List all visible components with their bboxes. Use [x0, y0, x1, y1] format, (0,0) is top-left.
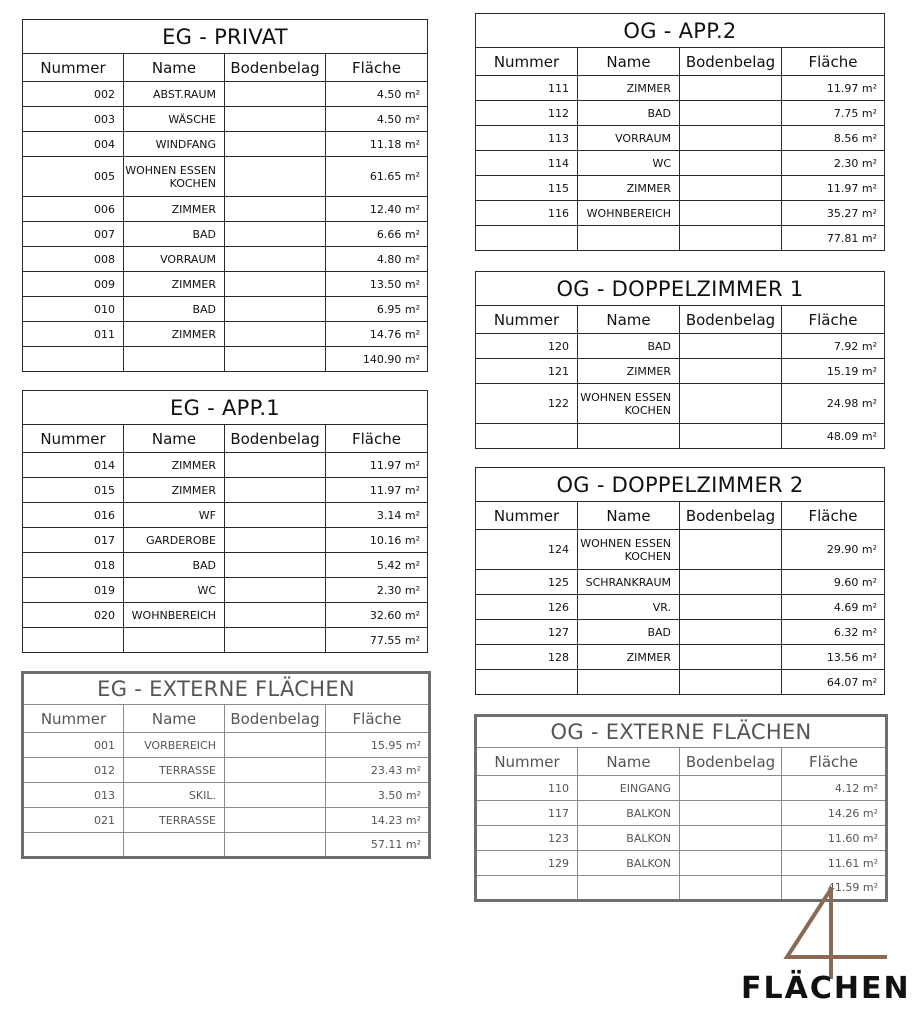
cell-nummer: 010	[23, 297, 124, 322]
table-row	[23, 758, 430, 783]
cell-nummer: 015	[23, 478, 124, 503]
cell-name: GARDEROBE	[124, 528, 225, 553]
cell-name: ZIMMER	[124, 478, 225, 503]
table-row	[476, 801, 887, 826]
table-og-doppelzimmer-1	[475, 271, 885, 449]
total-flaeche: 41.59 m²	[782, 876, 887, 901]
table-title: OG - DOPPELZIMMER 1	[476, 272, 885, 306]
cell-nummer: 007	[23, 222, 124, 247]
empty-cell	[476, 424, 578, 449]
cell-name: ZIMMER	[578, 176, 680, 201]
table-row	[476, 776, 887, 801]
table-row	[23, 783, 430, 808]
cell-bodenbelag	[680, 359, 782, 384]
column-header-bodenbelag: Bodenbelag	[225, 705, 326, 733]
cell-nummer: 009	[23, 272, 124, 297]
table-title: EG - APP.1	[23, 391, 428, 425]
table-eg-app1	[22, 390, 428, 653]
table-row	[476, 620, 885, 645]
column-header-name: Name	[124, 54, 225, 82]
table-og-app2	[475, 13, 885, 251]
total-flaeche: 77.81 m²	[782, 226, 885, 251]
table-title: OG - DOPPELZIMMER 2	[476, 468, 885, 502]
cell-nummer: 014	[23, 453, 124, 478]
cell-nummer: 001	[23, 733, 124, 758]
cell-flaeche: 11.97 m²	[326, 478, 428, 503]
cell-nummer: 124	[476, 530, 578, 570]
cell-bodenbelag	[680, 101, 782, 126]
cell-name: BALKON	[578, 826, 680, 851]
cell-flaeche: 14.26 m²	[782, 801, 887, 826]
table-row	[476, 826, 887, 851]
table-row	[476, 645, 885, 670]
empty-cell	[23, 347, 124, 372]
cell-flaeche: 8.56 m²	[782, 126, 885, 151]
table-row	[476, 384, 885, 424]
column-header-flaeche: Fläche	[326, 705, 430, 733]
cell-flaeche: 11.18 m²	[326, 132, 428, 157]
cell-name: ZIMMER	[124, 322, 225, 347]
cell-name: EINGANG	[578, 776, 680, 801]
cell-nummer: 018	[23, 553, 124, 578]
cell-bodenbelag	[225, 132, 326, 157]
cell-name: WOHNEN ESSEN KOCHEN	[578, 384, 680, 424]
cell-bodenbelag	[680, 530, 782, 570]
cell-bodenbelag	[225, 808, 326, 833]
empty-cell	[124, 347, 225, 372]
empty-cell	[225, 833, 326, 858]
cell-nummer: 112	[476, 101, 578, 126]
empty-cell	[225, 628, 326, 653]
cell-flaeche: 11.97 m²	[782, 176, 885, 201]
cell-bodenbelag	[680, 851, 782, 876]
table-row	[476, 101, 885, 126]
cell-bodenbelag	[225, 107, 326, 132]
empty-cell	[124, 833, 225, 858]
table-row	[476, 76, 885, 101]
cell-nummer: 013	[23, 783, 124, 808]
cell-name: WOHNEN ESSEN KOCHEN	[124, 157, 225, 197]
cell-name: BAD	[124, 553, 225, 578]
cell-nummer: 114	[476, 151, 578, 176]
cell-nummer: 110	[476, 776, 578, 801]
cell-flaeche: 11.97 m²	[782, 76, 885, 101]
cell-bodenbelag	[680, 801, 782, 826]
table-row	[476, 151, 885, 176]
cell-bodenbelag	[680, 620, 782, 645]
cell-name: WINDFANG	[124, 132, 225, 157]
cell-nummer: 122	[476, 384, 578, 424]
cell-nummer: 005	[23, 157, 124, 197]
cell-flaeche: 11.97 m²	[326, 453, 428, 478]
table-row	[23, 503, 428, 528]
table-title: EG - PRIVAT	[23, 20, 428, 54]
cell-name: ZIMMER	[124, 197, 225, 222]
column-header-nummer: Nummer	[476, 306, 578, 334]
table-row	[23, 578, 428, 603]
cell-nummer: 011	[23, 322, 124, 347]
cell-flaeche: 4.69 m²	[782, 595, 885, 620]
empty-cell	[124, 628, 225, 653]
cell-flaeche: 4.50 m²	[326, 107, 428, 132]
cell-name: BAD	[578, 101, 680, 126]
empty-cell	[23, 628, 124, 653]
cell-name: WÄSCHE	[124, 107, 225, 132]
cell-bodenbelag	[225, 322, 326, 347]
table-eg-externe-flaechen	[21, 671, 431, 859]
table-row	[23, 197, 428, 222]
cell-nummer: 127	[476, 620, 578, 645]
cell-flaeche: 14.23 m²	[326, 808, 430, 833]
empty-cell	[476, 876, 578, 901]
table-row	[23, 107, 428, 132]
cell-flaeche: 4.12 m²	[782, 776, 887, 801]
column-header-nummer: Nummer	[23, 425, 124, 453]
cell-flaeche: 11.60 m²	[782, 826, 887, 851]
logo-text: FLÄCHEN	[741, 971, 911, 1006]
cell-bodenbelag	[225, 553, 326, 578]
cell-bodenbelag	[225, 297, 326, 322]
table-row	[23, 453, 428, 478]
cell-bodenbelag	[225, 603, 326, 628]
total-row	[476, 424, 885, 449]
column-header-flaeche: Fläche	[782, 748, 887, 776]
cell-name: SKIL.	[124, 783, 225, 808]
cell-name: VORBEREICH	[124, 733, 225, 758]
column-header-name: Name	[578, 502, 680, 530]
table-row	[23, 272, 428, 297]
cell-flaeche: 7.75 m²	[782, 101, 885, 126]
table-title: OG - APP.2	[476, 14, 885, 48]
cell-name: VORRAUM	[124, 247, 225, 272]
four-mark-icon	[735, 885, 910, 985]
empty-cell	[476, 670, 578, 695]
cell-flaeche: 24.98 m²	[782, 384, 885, 424]
cell-name: WF	[124, 503, 225, 528]
total-flaeche: 140.90 m²	[326, 347, 428, 372]
cell-nummer: 002	[23, 82, 124, 107]
column-header-name: Name	[124, 705, 225, 733]
cell-nummer: 116	[476, 201, 578, 226]
cell-flaeche: 15.19 m²	[782, 359, 885, 384]
cell-nummer: 020	[23, 603, 124, 628]
cell-name: BAD	[578, 334, 680, 359]
cell-bodenbelag	[225, 758, 326, 783]
cell-flaeche: 13.50 m²	[326, 272, 428, 297]
cell-name: BALKON	[578, 801, 680, 826]
empty-cell	[225, 347, 326, 372]
cell-nummer: 126	[476, 595, 578, 620]
cell-flaeche: 6.66 m²	[326, 222, 428, 247]
column-header-nummer: Nummer	[23, 54, 124, 82]
table-row	[476, 176, 885, 201]
cell-flaeche: 29.90 m²	[782, 530, 885, 570]
cell-nummer: 113	[476, 126, 578, 151]
table-row	[23, 808, 430, 833]
cell-name: ZIMMER	[578, 645, 680, 670]
table-og-doppelzimmer-2	[475, 467, 885, 695]
cell-bodenbelag	[225, 82, 326, 107]
brand-logo	[735, 885, 910, 1010]
cell-flaeche: 3.14 m²	[326, 503, 428, 528]
cell-nummer: 021	[23, 808, 124, 833]
cell-flaeche: 2.30 m²	[326, 578, 428, 603]
total-flaeche: 57.11 m²	[326, 833, 430, 858]
table-row	[476, 570, 885, 595]
table-row	[23, 297, 428, 322]
table-row	[476, 595, 885, 620]
cell-flaeche: 14.76 m²	[326, 322, 428, 347]
total-row	[476, 670, 885, 695]
cell-flaeche: 2.30 m²	[782, 151, 885, 176]
cell-name: WC	[124, 578, 225, 603]
cell-bodenbelag	[225, 272, 326, 297]
total-row	[23, 628, 428, 653]
empty-cell	[578, 226, 680, 251]
column-header-bodenbelag: Bodenbelag	[680, 48, 782, 76]
cell-name: VR.	[578, 595, 680, 620]
cell-flaeche: 4.50 m²	[326, 82, 428, 107]
cell-flaeche: 9.60 m²	[782, 570, 885, 595]
cell-bodenbelag	[225, 503, 326, 528]
table-row	[23, 247, 428, 272]
column-header-flaeche: Fläche	[782, 48, 885, 76]
cell-bodenbelag	[225, 157, 326, 197]
table-row	[476, 851, 887, 876]
cell-bodenbelag	[680, 570, 782, 595]
cell-name: SCHRANKRAUM	[578, 570, 680, 595]
cell-name: ABST.RAUM	[124, 82, 225, 107]
total-flaeche: 64.07 m²	[782, 670, 885, 695]
cell-bodenbelag	[680, 645, 782, 670]
column-header-flaeche: Fläche	[326, 54, 428, 82]
cell-name: TERRASSE	[124, 808, 225, 833]
cell-flaeche: 35.27 m²	[782, 201, 885, 226]
cell-bodenbelag	[225, 578, 326, 603]
empty-cell	[578, 424, 680, 449]
table-row	[23, 157, 428, 197]
cell-flaeche: 61.65 m²	[326, 157, 428, 197]
column-header-nummer: Nummer	[23, 705, 124, 733]
table-eg-privat	[22, 19, 428, 372]
cell-bodenbelag	[680, 176, 782, 201]
table-row	[23, 132, 428, 157]
table-row	[23, 733, 430, 758]
cell-bodenbelag	[680, 776, 782, 801]
cell-nummer: 003	[23, 107, 124, 132]
cell-name: ZIMMER	[578, 359, 680, 384]
total-row	[23, 833, 430, 858]
cell-bodenbelag	[225, 528, 326, 553]
cell-name: BALKON	[578, 851, 680, 876]
column-header-bodenbelag: Bodenbelag	[680, 306, 782, 334]
cell-flaeche: 6.95 m²	[326, 297, 428, 322]
cell-name: WC	[578, 151, 680, 176]
empty-cell	[23, 833, 124, 858]
column-header-name: Name	[578, 48, 680, 76]
cell-nummer: 111	[476, 76, 578, 101]
cell-nummer: 016	[23, 503, 124, 528]
column-header-flaeche: Fläche	[782, 306, 885, 334]
column-header-name: Name	[578, 748, 680, 776]
cell-bodenbelag	[225, 478, 326, 503]
column-header-bodenbelag: Bodenbelag	[225, 54, 326, 82]
cell-name: ZIMMER	[124, 272, 225, 297]
cell-bodenbelag	[680, 76, 782, 101]
column-header-nummer: Nummer	[476, 48, 578, 76]
empty-cell	[578, 670, 680, 695]
table-title: EG - EXTERNE FLÄCHEN	[23, 673, 430, 705]
table-row	[476, 359, 885, 384]
cell-nummer: 117	[476, 801, 578, 826]
cell-bodenbelag	[680, 384, 782, 424]
cell-bodenbelag	[225, 453, 326, 478]
cell-flaeche: 3.50 m²	[326, 783, 430, 808]
cell-name: ZIMMER	[124, 453, 225, 478]
table-row	[476, 530, 885, 570]
column-header-name: Name	[124, 425, 225, 453]
column-header-bodenbelag: Bodenbelag	[225, 425, 326, 453]
cell-bodenbelag	[225, 247, 326, 272]
cell-flaeche: 12.40 m²	[326, 197, 428, 222]
cell-name: WOHNBEREICH	[578, 201, 680, 226]
cell-nummer: 017	[23, 528, 124, 553]
cell-bodenbelag	[680, 334, 782, 359]
column-header-bodenbelag: Bodenbelag	[680, 748, 782, 776]
cell-flaeche: 15.95 m²	[326, 733, 430, 758]
cell-nummer: 019	[23, 578, 124, 603]
cell-bodenbelag	[680, 826, 782, 851]
cell-flaeche: 6.32 m²	[782, 620, 885, 645]
table-row	[23, 82, 428, 107]
cell-flaeche: 10.16 m²	[326, 528, 428, 553]
column-header-name: Name	[578, 306, 680, 334]
empty-cell	[680, 226, 782, 251]
empty-cell	[680, 424, 782, 449]
column-header-flaeche: Fläche	[782, 502, 885, 530]
column-header-bodenbelag: Bodenbelag	[680, 502, 782, 530]
column-header-nummer: Nummer	[476, 748, 578, 776]
cell-bodenbelag	[225, 197, 326, 222]
table-row	[23, 603, 428, 628]
cell-bodenbelag	[680, 151, 782, 176]
cell-nummer: 006	[23, 197, 124, 222]
total-row	[23, 347, 428, 372]
cell-name: ZIMMER	[578, 76, 680, 101]
table-og-externe-flaechen	[474, 714, 888, 902]
cell-flaeche: 5.42 m²	[326, 553, 428, 578]
cell-bodenbelag	[225, 783, 326, 808]
cell-flaeche: 7.92 m²	[782, 334, 885, 359]
total-flaeche: 48.09 m²	[782, 424, 885, 449]
cell-name: TERRASSE	[124, 758, 225, 783]
cell-flaeche: 23.43 m²	[326, 758, 430, 783]
cell-bodenbelag	[225, 733, 326, 758]
cell-bodenbelag	[680, 595, 782, 620]
table-row	[23, 528, 428, 553]
table-row	[23, 478, 428, 503]
cell-flaeche: 11.61 m²	[782, 851, 887, 876]
column-header-nummer: Nummer	[476, 502, 578, 530]
cell-nummer: 121	[476, 359, 578, 384]
cell-flaeche: 32.60 m²	[326, 603, 428, 628]
cell-nummer: 123	[476, 826, 578, 851]
table-row	[23, 322, 428, 347]
empty-cell	[476, 226, 578, 251]
cell-name: BAD	[124, 297, 225, 322]
cell-nummer: 004	[23, 132, 124, 157]
cell-nummer: 120	[476, 334, 578, 359]
cell-flaeche: 13.56 m²	[782, 645, 885, 670]
empty-cell	[680, 670, 782, 695]
table-row	[476, 334, 885, 359]
cell-nummer: 115	[476, 176, 578, 201]
cell-nummer: 008	[23, 247, 124, 272]
table-row	[23, 553, 428, 578]
cell-name: WOHNBEREICH	[124, 603, 225, 628]
cell-flaeche: 4.80 m²	[326, 247, 428, 272]
table-row	[476, 126, 885, 151]
cell-nummer: 128	[476, 645, 578, 670]
empty-cell	[578, 876, 680, 901]
cell-bodenbelag	[680, 201, 782, 226]
table-title: OG - EXTERNE FLÄCHEN	[476, 716, 887, 748]
cell-nummer: 129	[476, 851, 578, 876]
column-header-flaeche: Fläche	[326, 425, 428, 453]
cell-nummer: 012	[23, 758, 124, 783]
cell-nummer: 125	[476, 570, 578, 595]
table-row	[476, 201, 885, 226]
cell-name: WOHNEN ESSEN KOCHEN	[578, 530, 680, 570]
total-row	[476, 226, 885, 251]
total-flaeche: 77.55 m²	[326, 628, 428, 653]
cell-name: VORRAUM	[578, 126, 680, 151]
cell-name: BAD	[124, 222, 225, 247]
cell-bodenbelag	[680, 126, 782, 151]
table-row	[23, 222, 428, 247]
cell-name: BAD	[578, 620, 680, 645]
cell-bodenbelag	[225, 222, 326, 247]
